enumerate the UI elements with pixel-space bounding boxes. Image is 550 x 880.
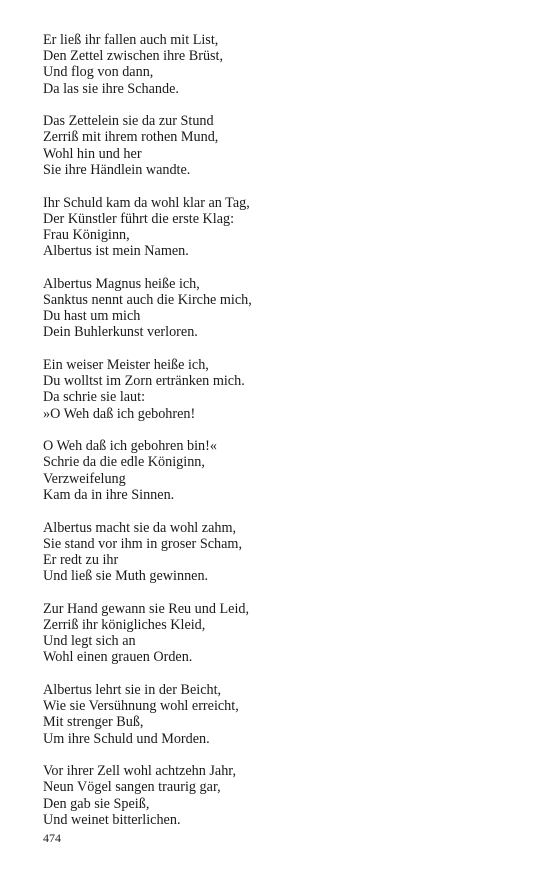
verse-line: Und legt sich an (43, 633, 136, 650)
verse-line: Du hast um mich (43, 308, 141, 325)
verse-line: Ihr Schuld kam da wohl klar an Tag, (43, 194, 250, 211)
verse-line: Das Zettelein sie da zur Stund (43, 113, 214, 130)
stanza (43, 520, 523, 585)
verse-line: Neun Vögel sangen traurig gar, (43, 779, 221, 796)
verse-line: Dein Buhlerkunst verloren. (43, 324, 198, 341)
verse-line: Ein weiser Meister heiße ich, (43, 357, 209, 373)
stanza (43, 438, 523, 503)
stanza (43, 276, 523, 341)
verse-line: Und weinet bitterlichen. (43, 811, 181, 828)
verse-line: Zur Hand gewann sie Reu und Leid, (43, 600, 250, 617)
verse-line: Da schrie sie laut: (43, 389, 146, 406)
page-number: 474 (43, 831, 61, 845)
verse-line: Mit strenger Buß, (43, 714, 144, 731)
verse-line: Wie sie Versühnung wohl erreicht, (43, 698, 239, 715)
stanza (43, 195, 523, 260)
verse-line: Verzweifelung (43, 470, 126, 487)
verse-line: Den Zettel zwischen ihre Brüst, (43, 48, 224, 65)
verse-line: Wohl hin und her (43, 145, 142, 162)
verse-line: Zerriß mit ihrem rothen Mund, (43, 129, 219, 146)
verse-line: O Weh daß ich gebohren bin!« (43, 438, 217, 455)
verse-line: Und flog von dann, (43, 64, 154, 81)
verse-line: Und ließ sie Muth gewinnen. (43, 568, 209, 585)
verse-line: Albertus ist mein Namen. (43, 243, 189, 260)
verse-line: Sie stand vor ihm in groser Scham, (43, 535, 242, 552)
verse-line: Wohl einen grauen Orden. (43, 649, 193, 666)
verse-line: Schrie da die edle Königinn, (43, 454, 205, 471)
verse-line: Du wolltst im Zorn ertränken mich. (43, 373, 245, 390)
verse-line: Sanktus nennt auch die Kirche mich, (43, 291, 252, 308)
verse-line: Da las sie ihre Schande. (43, 80, 179, 97)
verse-line: Albertus lehrt sie in der Beicht, (43, 682, 222, 698)
verse-line: Der Künstler führt die erste Klag: (43, 210, 235, 227)
verse-line: Albertus macht sie da wohl zahm, (43, 519, 237, 536)
poem-text (43, 32, 523, 845)
stanza (43, 357, 523, 422)
verse-line: Er ließ ihr fallen auch mit List, (43, 32, 219, 48)
verse-line: »O Weh daß ich gebohren! (43, 405, 196, 422)
verse-line: Zerriß ihr königliches Kleid, (43, 616, 206, 633)
verse-line: Frau Königinn, (43, 226, 130, 243)
stanza (43, 763, 523, 828)
verse-line: Um ihre Schuld und Morden. (43, 730, 210, 747)
verse-line: Den gab sie Speiß, (43, 795, 150, 812)
verse-line: Kam da in ihre Sinnen. (43, 486, 175, 503)
stanza (43, 32, 523, 97)
stanza (43, 113, 523, 178)
stanza (43, 682, 523, 747)
verse-line: Er redt zu ihr (43, 551, 119, 568)
stanza (43, 601, 523, 666)
verse-line: Vor ihrer Zell wohl achtzehn Jahr, (43, 763, 236, 780)
verse-line: Albertus Magnus heiße ich, (43, 275, 200, 292)
verse-line: Sie ihre Händlein wandte. (43, 161, 191, 178)
